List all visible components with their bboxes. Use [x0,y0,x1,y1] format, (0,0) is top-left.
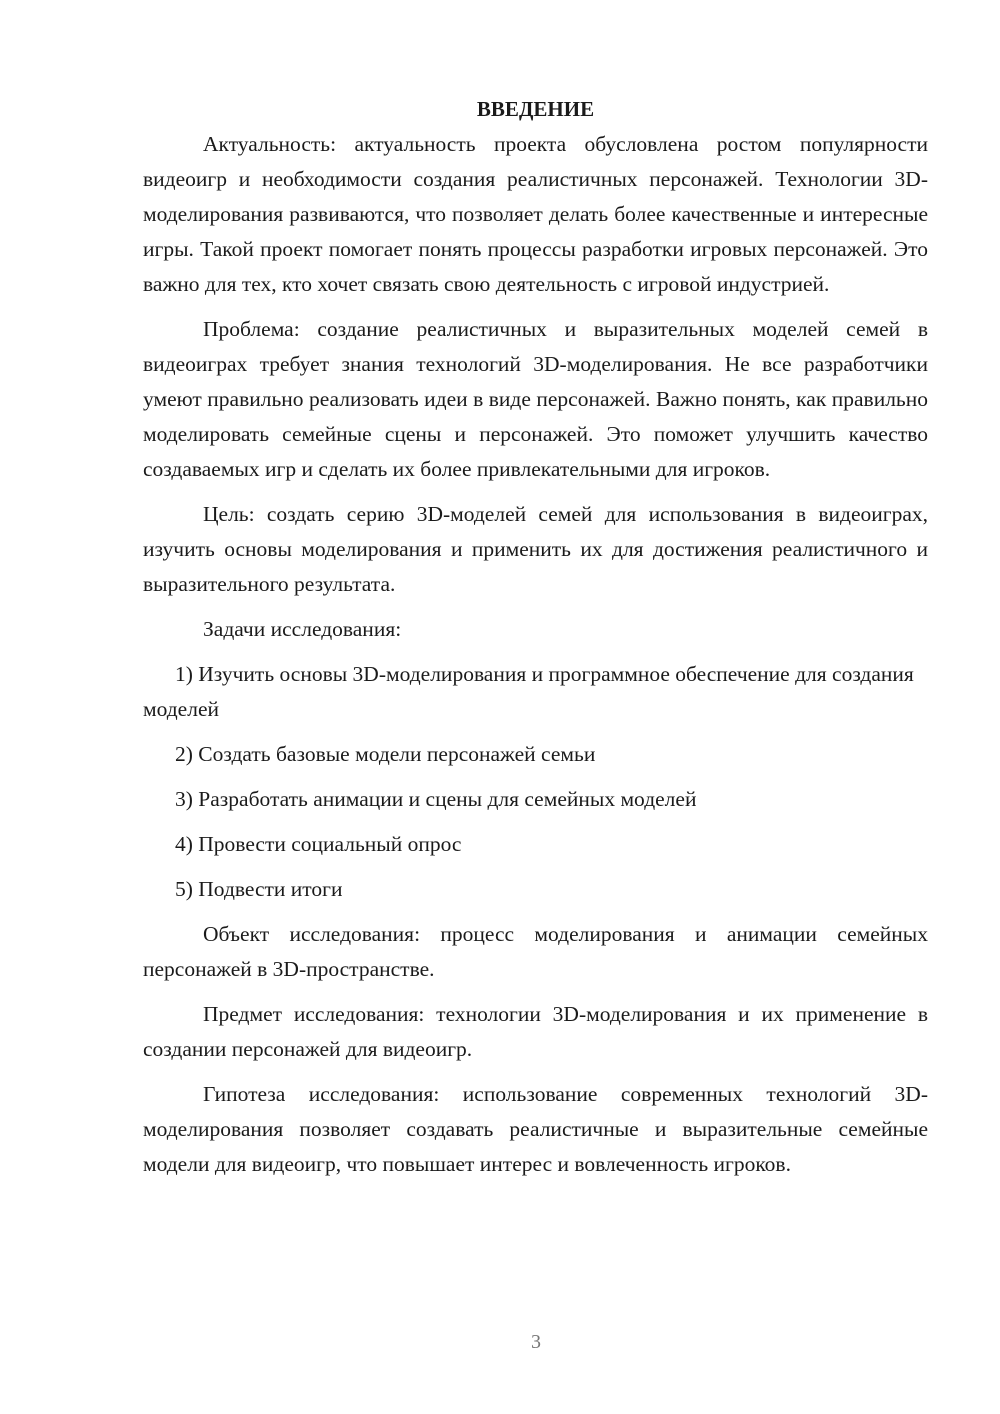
hypothesis-paragraph: Гипотеза исследования: использование современных технологий 3D-моделирования позволяет создавать реалистичные и выразительные семейные модели для видеоигр, что повышает интерес и вовлеченность игроков. [143,1082,928,1176]
list-item: 5) Подвести итоги [175,877,343,901]
relevance-paragraph: Актуальность: актуальность проекта обусловлена ростом популярности видеоигр и необходимости создания реалистичных персонажей. Технологии 3D-моделирования развиваются, что позволяет делать более качественные и интересные игры. Такой проект помогает понять процессы разработки игровых персонажей. Это важно для тех, кто хочет связать свою деятельность с игровой индустрией. [143,132,928,296]
list-item: 1) Изучить основы 3D-моделирования и программное обеспечение для создания моделей [143,662,914,721]
page-title: ВВЕДЕНИЕ [476,97,595,121]
document-page [143,92,928,1182]
object-paragraph: Объект исследования: процесс моделирования и анимации семейных персонажей в 3D-пространстве. [143,922,928,981]
list-item: 4) Провести социальный опрос [175,832,462,856]
problem-paragraph: Проблема: создание реалистичных и выразительных моделей семей в видеоиграх требует знания технологий 3D-моделирования. Не все разработчики умеют правильно реализовать идеи в виде персонажей. Важно понять, как правильно моделировать семейные сцены и персонажей. Это поможет улучшить качество создаваемых игр и сделать их более привлекательными для игроков. [143,317,928,481]
list-item: 3) Разработать анимации и сцены для семейных моделей [175,787,697,811]
tasks-heading: Задачи исследования: [203,617,402,641]
page-number: 3 [531,1331,541,1353]
goal-paragraph: Цель: создать серию 3D-моделей семей для использования в видеоиграх, изучить основы моделирования и применить их для достижения реалистичного и выразительного результата. [143,502,928,596]
tasks-list [143,657,928,907]
list-item: 2) Создать базовые модели персонажей семьи [175,742,596,766]
subject-paragraph: Предмет исследования: технологии 3D-моделирования и их применение в создании персонажей для видеоигр. [143,1002,928,1061]
